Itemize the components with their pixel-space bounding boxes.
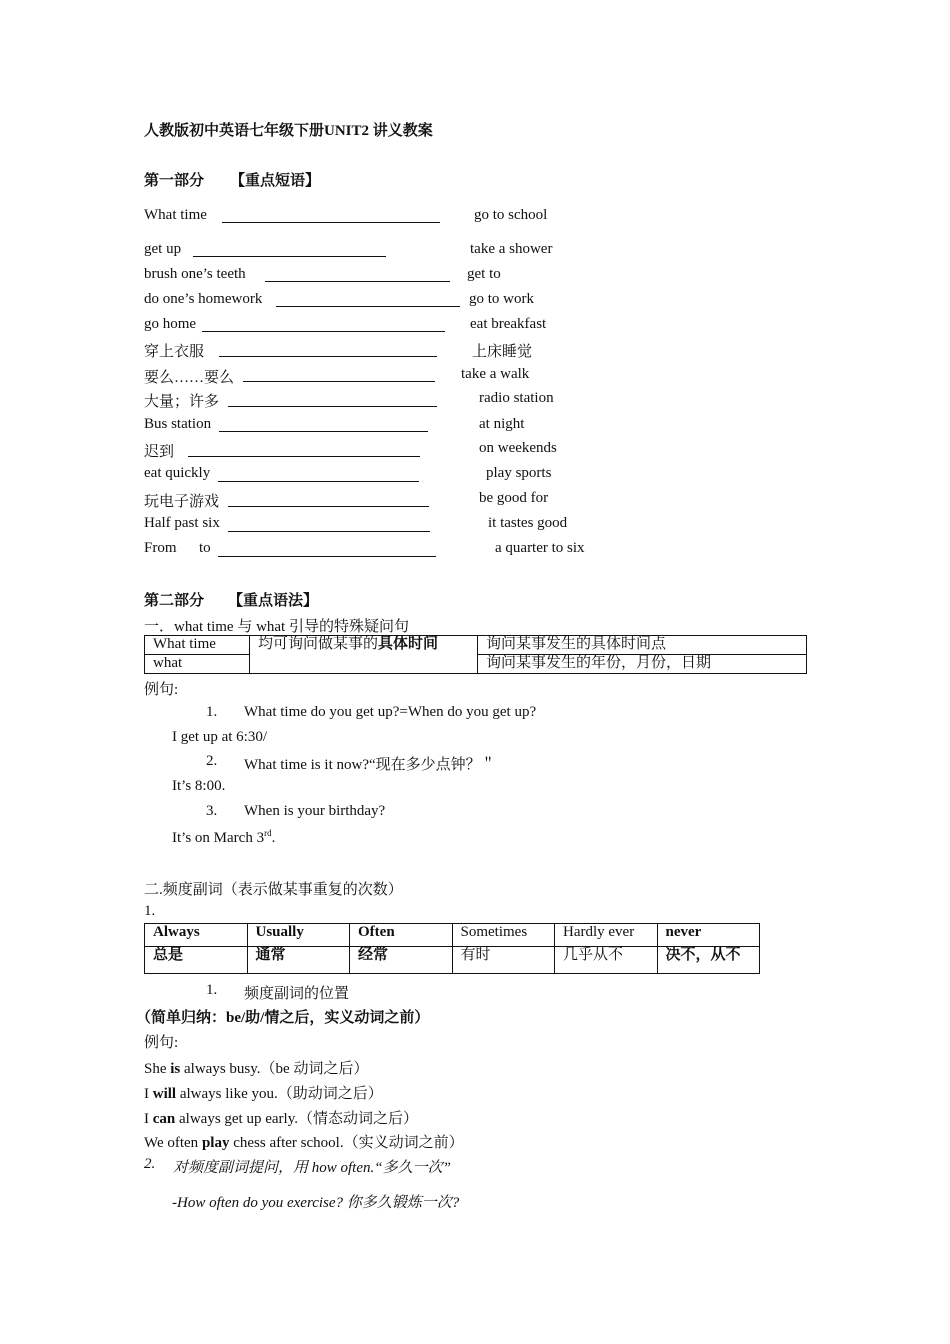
- what-time-table: [144, 635, 807, 674]
- example-verb: will: [152, 1086, 177, 1102]
- phrase-left: get up: [144, 241, 182, 257]
- point1-text: 频度副词的位置: [244, 986, 350, 1002]
- phrase-left: brush one’s teeth: [144, 266, 246, 282]
- phrase-right: go to work: [469, 291, 534, 307]
- example-verb: can: [152, 1111, 176, 1127]
- rule-summary: （简单归纳：be/助/情之后，实义动词之前）: [136, 1010, 430, 1026]
- phrase-left: Half past six: [144, 515, 220, 531]
- phrase-left: What time: [144, 207, 207, 223]
- part1-tag: 【重点短语】: [230, 173, 321, 189]
- example-post: always like you.（助动词之后）: [176, 1086, 383, 1102]
- answer-blank: [228, 406, 437, 407]
- frequency-adverb-table: [144, 923, 760, 974]
- example-answer: I get up at 6:30/: [172, 729, 267, 745]
- answer-blank: [219, 356, 437, 357]
- table-cell: What time: [145, 636, 250, 655]
- answer-blank: [228, 531, 430, 532]
- phrase-right: at night: [479, 416, 525, 432]
- phrase-right: take a walk: [461, 366, 530, 382]
- phrase-left: From to: [144, 540, 211, 556]
- phrase-left: 迟到: [144, 444, 175, 460]
- phrase-right: radio station: [479, 390, 554, 406]
- ordinal-suffix: rd: [264, 828, 272, 838]
- phrase-right: take a shower: [470, 241, 553, 257]
- phrase-right: on weekends: [479, 440, 557, 456]
- example-post: chess after school.（实义动词之前）: [229, 1135, 464, 1151]
- adverb-zh: 决不，从不: [657, 947, 760, 974]
- adverb-en: Always: [145, 924, 248, 947]
- adverb-zh: 有时: [452, 947, 555, 974]
- adverb-example: [144, 1107, 418, 1128]
- answer-blank: [222, 222, 440, 223]
- example-verb: is: [170, 1061, 181, 1077]
- example-answer: It’s 8:00.: [172, 778, 226, 794]
- answer-blank: [219, 431, 428, 432]
- phrase-right: a quarter to six: [495, 540, 585, 556]
- example-question: What time do you get up?=When do you get up?: [244, 704, 537, 720]
- example-pre: I: [144, 1086, 153, 1102]
- answer-text: It’s on March 3: [172, 830, 265, 846]
- section2-sub-number: 1.: [144, 903, 156, 919]
- answer-blank: [265, 281, 450, 282]
- point2-number: 2.: [144, 1156, 156, 1172]
- point1-number: 1.: [206, 982, 218, 998]
- phrase-left: do one’s homework: [144, 291, 263, 307]
- merged-bold: 具体时间: [378, 636, 439, 652]
- adverb-en: Sometimes: [452, 924, 555, 947]
- example-post: always get up early.（情态动词之后）: [175, 1111, 418, 1127]
- document-title: 人教版初中英语七年级下册UNIT2 讲义教案: [144, 123, 433, 139]
- adverb-zh: 几乎从不: [555, 947, 658, 974]
- example-pre: I: [144, 1111, 153, 1127]
- answer-blank: [228, 506, 429, 507]
- example-verb: play: [201, 1135, 230, 1151]
- phrase-left: eat quickly: [144, 465, 211, 481]
- answer-blank: [218, 481, 419, 482]
- example-number: 1.: [206, 704, 218, 720]
- answer-blank: [218, 556, 436, 557]
- phrase-left: 玩电子游戏: [144, 494, 220, 510]
- phrase-right: play sports: [486, 465, 552, 481]
- adverb-example: [144, 1057, 368, 1078]
- adverb-example: [144, 1082, 383, 1103]
- phrase-right: eat breakfast: [470, 316, 547, 332]
- example-label: 例句:: [144, 1035, 179, 1051]
- adverb-en: Often: [350, 924, 453, 947]
- answer-blank: [193, 256, 386, 257]
- phrase-left: 穿上衣服: [144, 344, 205, 360]
- part1-heading: 第一部分: [144, 173, 205, 189]
- answer-blank: [188, 456, 420, 457]
- answer-end: .: [271, 830, 276, 846]
- adverb-example: [144, 1131, 464, 1152]
- example-pre: We often: [144, 1135, 202, 1151]
- phrase-right: go to school: [474, 207, 548, 223]
- part2-tag: 【重点语法】: [228, 593, 319, 609]
- adverb-en: Hardly ever: [555, 924, 658, 947]
- phrase-right: get to: [467, 266, 501, 282]
- table-cell: 询问某事发生的年份，月份，日期: [478, 655, 807, 674]
- adverb-en: never: [657, 924, 760, 947]
- answer-blank: [276, 306, 460, 307]
- phrase-right: be good for: [479, 490, 549, 506]
- example-question: When is your birthday?: [244, 803, 386, 819]
- section1-title: 一．what time 与 what 引导的特殊疑问句: [144, 619, 409, 635]
- table-cell-merged: [250, 636, 478, 674]
- phrase-left: go home: [144, 316, 197, 332]
- example-pre: She: [144, 1061, 171, 1077]
- example-number: 3.: [206, 803, 218, 819]
- example-number: 2.: [206, 753, 218, 769]
- answer-blank: [243, 381, 435, 382]
- example-label: 例句:: [144, 682, 179, 698]
- merged-prefix: 均可询问做某事的: [258, 636, 379, 652]
- adverb-en: Usually: [247, 924, 350, 947]
- phrase-left: Bus station: [144, 416, 212, 432]
- adverb-zh: 通常: [247, 947, 350, 974]
- example-post: always busy.（be 动词之后）: [180, 1061, 369, 1077]
- answer-blank: [202, 331, 445, 332]
- part2-heading: 第二部分: [144, 593, 205, 609]
- table-cell: what: [145, 655, 250, 674]
- phrase-right: 上床睡觉: [472, 344, 533, 360]
- section2-title: 二.频度副词（表示做某事重复的次数）: [144, 882, 403, 898]
- phrase-left: 大量；许多: [144, 394, 220, 410]
- table-cell: 询问某事发生的具体时间点: [478, 636, 807, 655]
- point2-text: 对频度副词提问，用 how often.“多久一次”: [173, 1160, 451, 1176]
- phrase-left: 要么……要么: [144, 370, 235, 386]
- point2-example: -How often do you exercise? 你多久锻炼一次?: [172, 1195, 460, 1211]
- adverb-zh: 总是: [145, 947, 248, 974]
- example-answer: [172, 828, 275, 847]
- phrase-right: it tastes good: [488, 515, 568, 531]
- adverb-zh: 经常: [350, 947, 453, 974]
- example-question: What time is it now?“现在多少点钟？＂: [244, 757, 496, 773]
